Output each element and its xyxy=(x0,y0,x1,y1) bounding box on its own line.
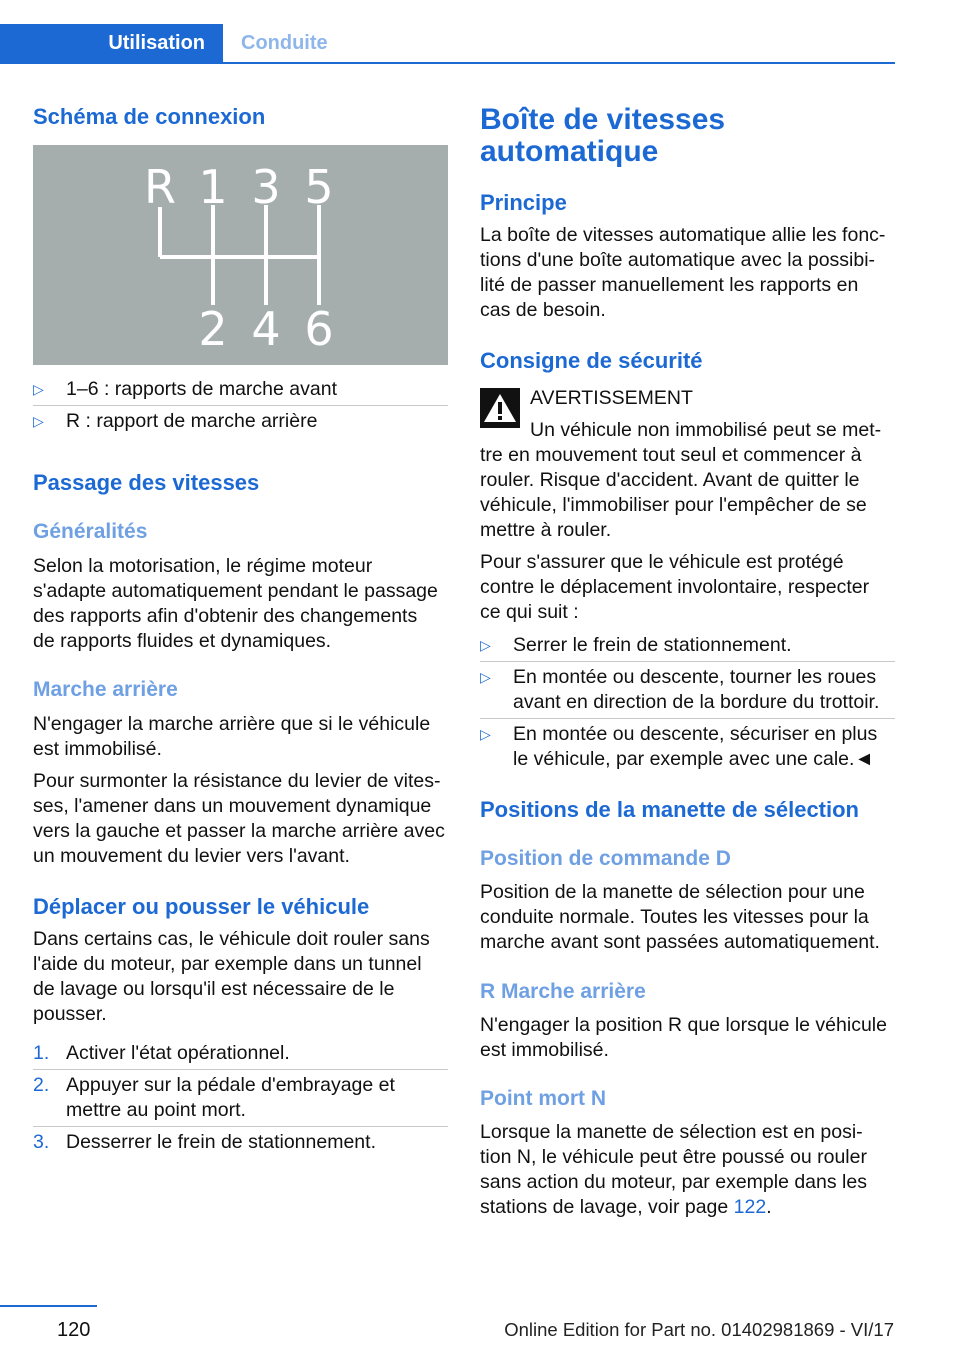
gear-label-3: 3 xyxy=(251,160,281,214)
section-title-passage: Passage des vitesses xyxy=(33,470,260,495)
divider xyxy=(33,1069,448,1070)
list-item: ▷ En montée ou descente, tourner les roues avant en direction de la bordure du trottoir. xyxy=(480,666,880,713)
triangle-bullet-icon: ▷ xyxy=(480,637,491,653)
gear-label-r: R xyxy=(144,160,176,214)
gear-label-1: 1 xyxy=(198,160,228,214)
triangle-bullet-icon: ▷ xyxy=(480,726,491,742)
list-item-step-2: 2. Appuyer sur la pédale d'embrayage et mettre au point mort. xyxy=(33,1074,395,1121)
chapter-tabs xyxy=(0,24,895,64)
paragraph-assurer: Pour s'assurer que le véhicule est protégé contre le déplacement involontaire, respecter ce qui suit : xyxy=(480,551,870,623)
tab-utilisation[interactable]: Utilisation xyxy=(0,24,223,62)
paragraph-n: Lorsque la manette de sélection est en posi- tion N, le véhicule peut être poussé ou rouler sans action du moteur, par exemple dans les stations de lavage, voir page 122. xyxy=(480,1121,867,1218)
section-title-positions: Positions de la manette de sélection xyxy=(480,797,859,822)
paragraph-generalites: Selon la motorisation, le régime moteur s'adapte automatiquement pendant le passage des rapports afin d'obtenir des changements de rapports fluides et dynamiques. xyxy=(33,555,438,652)
subsection-title-n: Point mort N xyxy=(480,1087,606,1110)
subsection-title-commande-d: Position de commande D xyxy=(480,847,731,870)
warning-icon xyxy=(480,388,520,428)
divider xyxy=(480,661,895,662)
section-title-principe: Principe xyxy=(480,190,567,215)
divider xyxy=(33,1126,448,1127)
gear-label-6: 6 xyxy=(304,302,334,356)
warning-text: tre en mouvement tout seul et commencer à rouler. Risque d'accident. Avant de quitter le véhicule, l'immobiliser pour l'empêcher de se mettre à rouler. xyxy=(480,444,867,541)
chapter-title: Boîte de vitesses automatique xyxy=(480,103,726,168)
paragraph-deplacer: Dans certains cas, le véhicule doit rouler sans l'aide du moteur, par exemple dans un tunnel de lavage ou lorsqu'il est nécessaire de le pousser. xyxy=(33,928,430,1025)
triangle-bullet-icon: ▷ xyxy=(33,381,44,397)
divider xyxy=(33,405,448,406)
page-number: 120 xyxy=(57,1319,91,1341)
shift-pattern-graphic xyxy=(33,145,448,365)
paragraph-marche-arriere-1: N'engager la marche arrière que si le véhicule est immobilisé. xyxy=(33,713,431,760)
gear-label-2: 2 xyxy=(198,302,228,356)
section-title-securite: Consigne de sécurité xyxy=(480,348,703,373)
warning-label: AVERTISSEMENT xyxy=(530,387,693,409)
gear-label-5: 5 xyxy=(304,160,334,214)
section-title-deplacer: Déplacer ou pousser le véhicule xyxy=(33,894,370,919)
paragraph-marche-arriere-2: Pour surmonter la résistance du levier de vites- ses, l'amener dans un mouvement dynamique vers la gauche et passer la marche arrière avec un mouvement du levier vers l'avant. xyxy=(33,770,445,867)
paragraph-r: N'engager la position R que lorsque le véhicule est immobilisé. xyxy=(480,1014,887,1061)
subsection-title-marche-arriere: Marche arrière xyxy=(33,678,178,701)
paragraph-principe: La boîte de vitesses automatique allie les fonc- tions d'une boîte automatique avec la possibi- lité de passer manuellement les rapports en cas de besoin. xyxy=(480,224,886,321)
tab-conduite[interactable]: Conduite xyxy=(241,32,328,54)
list-item: ▷ En montée ou descente, sécuriser en plus le véhicule, par exemple avec une cale.◄ xyxy=(480,723,878,770)
page-link[interactable]: 122 xyxy=(733,1196,767,1218)
edition-note: Online Edition for Part no. 01402981869 - VI/17 xyxy=(504,1319,894,1340)
subsection-title-r: R Marche arrière xyxy=(480,980,646,1003)
paragraph-commande-d: Position de la manette de sélection pour une conduite normale. Toutes les vitesses pour la marche avant sont passées automatiquement. xyxy=(480,881,880,953)
schema-title: Schéma de connexion xyxy=(33,104,266,129)
warning-text-first-line: Un véhicule non immobilisé peut se met- xyxy=(530,419,882,441)
subsection-title-generalites: Généralités xyxy=(33,520,148,543)
gear-label-4: 4 xyxy=(251,302,281,356)
triangle-bullet-icon: ▷ xyxy=(480,669,491,685)
triangle-bullet-icon: ▷ xyxy=(33,413,44,429)
divider xyxy=(480,718,895,719)
footer-rule xyxy=(0,1305,97,1307)
gear-shift-diagram xyxy=(33,145,448,365)
